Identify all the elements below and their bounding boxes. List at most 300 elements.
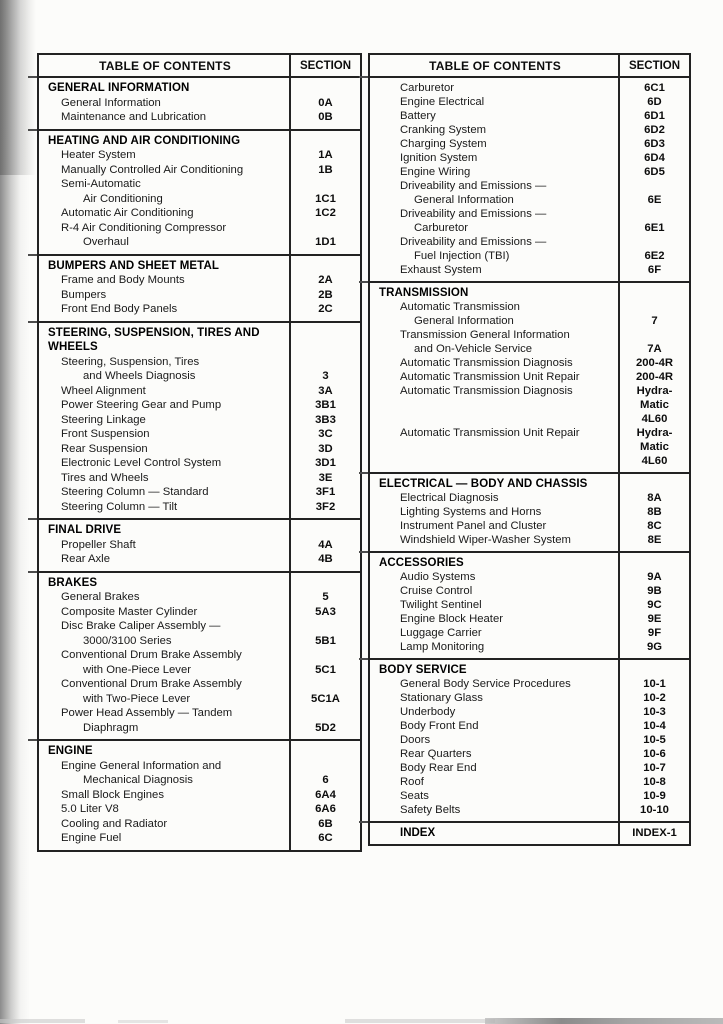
toc-entry-label	[39, 788, 291, 803]
scan-artifact	[345, 1019, 495, 1023]
toc-entry-code	[620, 314, 689, 328]
toc-entry-line: Windshield Wiper-Washer System	[400, 534, 571, 546]
toc-entry	[370, 109, 689, 123]
section-code-line: 3D1	[315, 457, 336, 469]
toc-entry-label	[39, 706, 291, 735]
toc-entry	[370, 426, 689, 468]
toc-body-right	[370, 78, 689, 844]
toc-entry-line: Automatic Air Conditioning	[61, 207, 194, 219]
section-code-line: 6	[322, 774, 329, 786]
toc-entry-code	[620, 151, 689, 165]
toc-entry-line: General Information	[414, 315, 514, 327]
toc-entry-code	[291, 802, 360, 817]
toc-entry-label	[370, 165, 620, 179]
section-code-line: 200-4R	[635, 371, 674, 383]
toc-entry	[370, 691, 689, 705]
toc-entry-line: Steering Column — Tilt	[61, 500, 178, 513]
toc-entry	[370, 165, 689, 179]
toc-entry	[370, 384, 689, 426]
toc-entry	[39, 677, 360, 706]
section-code-line: 3F2	[315, 500, 336, 513]
toc-entry-code	[620, 342, 689, 356]
toc-entry-line: Steering Column — Standard	[61, 486, 209, 498]
scan-artifact	[485, 1018, 723, 1024]
toc-entry-code	[291, 538, 360, 553]
section-code-line: 9C	[647, 599, 662, 611]
toc-entry-code	[291, 831, 360, 846]
toc-entry-line: Small Block Engines	[61, 788, 164, 801]
toc-entry-label	[39, 802, 291, 817]
toc-entry-line: Engine Electrical	[400, 96, 485, 108]
toc-entry-label	[370, 705, 620, 719]
toc-entry-label	[370, 719, 620, 733]
toc-entry-code	[291, 485, 360, 500]
toc-entry-line: General Body Service Procedures	[400, 678, 571, 690]
toc-section	[39, 129, 360, 254]
toc-entry-label	[370, 491, 620, 505]
toc-entry	[370, 123, 689, 137]
toc-entry	[370, 328, 689, 356]
section-code-line: 3B1	[315, 399, 336, 411]
toc-entry-line: Mechanical Diagnosis	[83, 774, 193, 786]
toc-entry-label	[370, 505, 620, 519]
toc-entry	[39, 398, 360, 413]
section-code-line: 9A	[647, 571, 662, 583]
toc-section-heading: BODY SERVICE	[379, 664, 467, 676]
toc-entry	[370, 370, 689, 384]
toc-entry	[39, 706, 360, 735]
toc-entry-line: Manually Controlled Air Conditioning	[61, 163, 244, 176]
section-code-line: 4L60	[641, 455, 668, 467]
toc-entry	[39, 817, 360, 832]
toc-entry-label	[39, 221, 291, 250]
toc-entry-line: Driveability and Emissions —	[400, 208, 547, 220]
toc-entry	[39, 648, 360, 677]
toc-section-heading: WHEELS	[48, 341, 98, 353]
toc-section-heading: HEATING AND AIR CONDITIONING	[48, 134, 241, 147]
scan-artifact	[0, 1019, 85, 1023]
toc-entry-code	[620, 691, 689, 705]
toc-entry	[39, 759, 360, 788]
toc-entry-label	[370, 640, 620, 654]
toc-entry-line: Cruise Control	[400, 585, 473, 597]
toc-entry-line: Automatic Transmission Unit Repair	[400, 427, 580, 439]
toc-entry	[39, 110, 360, 125]
toc-entry-label	[370, 384, 620, 398]
toc-entry-label	[370, 370, 620, 384]
toc-entry-code	[620, 761, 689, 775]
toc-entry	[370, 519, 689, 533]
toc-entry-code	[620, 677, 689, 691]
section-code-line: 10-5	[643, 734, 666, 746]
toc-header	[370, 55, 689, 78]
toc-entry-line: Lighting Systems and Horns	[400, 506, 542, 518]
toc-entry-label	[39, 96, 291, 111]
toc-entry-code	[291, 206, 360, 221]
toc-entry-line: Stationary Glass	[400, 692, 483, 704]
toc-entry-label	[39, 442, 291, 457]
toc-entry-label	[370, 747, 620, 761]
toc-entry	[39, 456, 360, 471]
toc-entry	[370, 584, 689, 598]
toc-entry	[39, 788, 360, 803]
toc-entry-line: Driveability and Emissions —	[400, 180, 547, 192]
toc-entry	[39, 413, 360, 428]
toc-entry-code	[620, 221, 689, 235]
toc-entry-code	[620, 370, 689, 384]
section-code-line: 10-10	[640, 804, 669, 816]
toc-entry	[370, 612, 689, 626]
toc-entry-label	[370, 179, 620, 207]
section-code-line: 10-8	[643, 776, 666, 788]
toc-entry-code	[291, 773, 360, 788]
toc-entry	[370, 235, 689, 263]
toc-index-code	[620, 826, 689, 840]
section-code-line: 6C	[318, 832, 333, 844]
toc-entry-label	[370, 300, 620, 328]
toc-entry-line: Electronic Level Control System	[61, 457, 222, 469]
toc-entry-line: 5.0 Liter V8	[61, 803, 119, 815]
toc-entry-line: Maintenance and Lubrication	[61, 111, 207, 123]
section-code-line: 4B	[318, 553, 333, 565]
toc-entry	[370, 705, 689, 719]
toc-entry-line: Disc Brake Caliper Assembly —	[61, 620, 221, 632]
toc-entry-line: Semi-Automatic	[61, 178, 141, 190]
toc-entry-code	[291, 471, 360, 486]
toc-entry	[370, 747, 689, 761]
section-code-line: Matic	[640, 441, 669, 453]
section-code-line: 6D5	[644, 166, 665, 178]
toc-entry-label	[39, 398, 291, 413]
toc-entry-label	[370, 533, 620, 547]
toc-entry-label	[39, 177, 291, 206]
toc-entry-label	[39, 485, 291, 500]
toc-entry-label	[39, 831, 291, 846]
toc-entry	[39, 442, 360, 457]
toc-entry-label	[370, 137, 620, 151]
toc-entry-label	[370, 803, 620, 817]
toc-entry-code	[291, 384, 360, 399]
section-code-line: 9G	[646, 641, 663, 653]
toc-index-row	[370, 826, 689, 840]
toc-entry-line: Underbody	[400, 706, 456, 718]
toc-entry-code	[291, 110, 360, 125]
toc-section	[39, 739, 360, 850]
toc-entry-code	[291, 721, 360, 736]
toc-entry-code	[620, 81, 689, 95]
toc-entry-label	[370, 584, 620, 598]
toc-entry	[370, 598, 689, 612]
toc-entry-line: Tires and Wheels	[61, 471, 149, 484]
toc-section	[370, 551, 689, 658]
section-code-line: 4A	[318, 538, 333, 551]
section-code-line: 9F	[647, 627, 662, 639]
toc-entry	[39, 273, 360, 288]
toc-entry-code	[291, 634, 360, 649]
toc-entry-label	[39, 590, 291, 605]
toc-entry-label	[39, 759, 291, 788]
toc-entry-line: Cranking System	[400, 124, 487, 136]
toc-section-heading: ELECTRICAL — BODY AND CHASSIS	[379, 478, 588, 490]
toc-entry-label	[39, 163, 291, 178]
toc-entry-line: Ignition System	[400, 152, 478, 164]
section-code-line: 1C1	[315, 192, 336, 205]
toc-entry-line: Automatic Transmission Unit Repair	[400, 371, 580, 383]
toc-entry-code	[620, 719, 689, 733]
toc-entry	[370, 803, 689, 817]
toc-entry-line: Driveability and Emissions —	[400, 236, 547, 248]
section-code-line: 5A3	[315, 605, 336, 618]
toc-section-heading: STEERING, SUSPENSION, TIRES AND	[48, 326, 260, 339]
section-code-line: 3	[322, 370, 329, 382]
toc-entry-label	[370, 81, 620, 95]
toc-entry-code	[620, 570, 689, 584]
toc-entry-line: Front End Body Panels	[61, 303, 178, 315]
section-code-line: INDEX-1	[632, 827, 677, 839]
section-code-line: 8C	[647, 520, 662, 532]
toc-entry-code	[291, 273, 360, 288]
toc-entry-code	[620, 505, 689, 519]
toc-body-left	[39, 78, 360, 850]
toc-entry-line: Air Conditioning	[83, 192, 163, 205]
toc-entry-code	[291, 442, 360, 457]
toc-table-left	[37, 53, 362, 852]
toc-entry-line: and Wheels Diagnosis	[83, 370, 196, 382]
toc-entry-line: Twilight Sentinel	[400, 599, 482, 611]
toc-entry-label	[370, 570, 620, 584]
toc-entry-code	[620, 733, 689, 747]
toc-entry-line: Power Head Assembly — Tandem	[61, 707, 233, 719]
toc-entry-line: General Information	[61, 96, 161, 109]
section-code-line: 6B	[318, 817, 333, 830]
toc-entry-line: Lamp Monitoring	[400, 641, 485, 653]
section-code-line: 4L60	[641, 413, 668, 425]
section-code-line: 1A	[318, 149, 333, 161]
section-code-line: 6C1	[644, 82, 665, 94]
toc-entry-label	[39, 273, 291, 288]
toc-entry-code	[291, 692, 360, 707]
toc-entry-code	[620, 137, 689, 151]
toc-entry-line: Exhaust System	[400, 264, 482, 276]
toc-entry-label	[370, 263, 620, 277]
toc-section	[39, 78, 360, 129]
section-code-line: 7A	[647, 343, 662, 355]
toc-entry-code	[291, 552, 360, 567]
toc-entry-code	[620, 626, 689, 640]
toc-entry	[370, 533, 689, 547]
toc-entry	[370, 761, 689, 775]
toc-section	[39, 571, 360, 740]
section-code-line: 3C	[318, 428, 333, 440]
toc-entry-line: Engine Fuel	[61, 832, 122, 844]
section-code-line: 200-4R	[635, 357, 674, 369]
toc-entry-code	[620, 612, 689, 626]
toc-entry	[39, 427, 360, 442]
toc-entry-label	[39, 538, 291, 553]
section-code-line: 10-1	[643, 678, 666, 690]
toc-entry-code	[291, 788, 360, 803]
toc-entry-line: Diaphragm	[83, 721, 139, 734]
section-code-line: 3D	[318, 442, 333, 455]
section-code-line: 1D1	[315, 236, 336, 248]
toc-entry-line: Automatic Transmission Diagnosis	[400, 385, 573, 397]
toc-entry-code	[291, 663, 360, 678]
toc-entry-code	[620, 640, 689, 654]
toc-entry	[39, 302, 360, 317]
toc-entry-label	[39, 552, 291, 567]
toc-header	[39, 55, 360, 78]
toc-entry-label	[370, 612, 620, 626]
toc-entry-code	[620, 803, 689, 817]
toc-entry-label	[370, 151, 620, 165]
toc-entry	[39, 355, 360, 384]
toc-entry-code	[291, 817, 360, 832]
toc-entry-code	[291, 500, 360, 515]
toc-entry-code	[620, 263, 689, 277]
toc-entry-line: Steering, Suspension, Tires	[61, 355, 200, 368]
toc-entry-code	[620, 109, 689, 123]
toc-entry-label	[39, 427, 291, 442]
toc-entry-line: Cooling and Radiator	[61, 817, 168, 830]
toc-entry-line: Conventional Drum Brake Assembly	[61, 678, 242, 690]
section-code-line: 6D2	[644, 124, 665, 136]
toc-entry-code	[620, 356, 689, 370]
toc-section-heading: FINAL DRIVE	[48, 524, 122, 536]
toc-entry-line: Seats	[400, 790, 429, 802]
toc-entry	[370, 733, 689, 747]
section-code-line: Matic	[640, 399, 669, 411]
toc-entry-line: Instrument Panel and Cluster	[400, 520, 547, 532]
toc-entry	[39, 148, 360, 163]
toc-header-title: TABLE OF CONTENTS	[429, 58, 561, 73]
toc-section	[370, 78, 689, 281]
toc-section	[39, 254, 360, 321]
section-code-line: 10-3	[643, 706, 666, 718]
toc-entry-code	[620, 747, 689, 761]
toc-entry	[370, 207, 689, 235]
scan-artifact	[118, 1020, 168, 1023]
toc-entry-code	[620, 193, 689, 207]
toc-entry-label	[370, 356, 620, 370]
toc-entry	[39, 288, 360, 303]
toc-entry	[39, 485, 360, 500]
section-code-line: 8A	[647, 492, 662, 504]
section-code-line: 3A	[318, 384, 333, 397]
section-code-line: 5D2	[315, 721, 336, 734]
toc-entry-label	[370, 789, 620, 803]
toc-entry-line: Steering Linkage	[61, 413, 146, 426]
section-code-line: 8B	[647, 506, 662, 518]
toc-entry	[370, 626, 689, 640]
toc-entry	[370, 505, 689, 519]
section-code-line: 8E	[647, 534, 662, 546]
toc-section	[370, 281, 689, 472]
toc-entry	[39, 163, 360, 178]
toc-entry	[370, 356, 689, 370]
toc-entry	[39, 590, 360, 605]
toc-section	[370, 658, 689, 821]
toc-entry-line: Frame and Body Mounts	[61, 274, 185, 286]
toc-entry-line: Transmission General Information	[400, 329, 570, 341]
toc-section	[370, 821, 689, 844]
toc-entry-label	[39, 302, 291, 317]
toc-entry	[39, 552, 360, 567]
toc-entry-code	[291, 163, 360, 178]
toc-entry-line: R-4 Air Conditioning Compressor	[61, 221, 227, 234]
toc-entry-code	[620, 598, 689, 612]
toc-entry-line: Power Steering Gear and Pump	[61, 399, 222, 411]
section-code-line: 6F	[647, 264, 662, 276]
toc-entry-line: Body Front End	[400, 720, 479, 732]
section-code-line: 10-2	[643, 692, 666, 704]
toc-entry-code	[291, 148, 360, 163]
toc-entry-code	[291, 456, 360, 471]
toc-header-section-label: SECTION	[299, 59, 352, 72]
toc-entry-label	[370, 598, 620, 612]
toc-entry-label	[370, 95, 620, 109]
toc-entry-line: Wheel Alignment	[61, 384, 146, 397]
toc-entry-line: Engine Block Heater	[400, 613, 503, 625]
toc-entry-code	[291, 413, 360, 428]
toc-entry-line: 3000/3100 Series	[83, 634, 172, 647]
section-code-line: 6E	[647, 194, 662, 206]
toc-entry-code	[291, 235, 360, 250]
toc-entry-line: Engine Wiring	[400, 166, 471, 178]
toc-entry-line: Automatic Transmission Diagnosis	[400, 357, 573, 369]
toc-entry-label	[370, 733, 620, 747]
toc-entry-line: Rear Quarters	[400, 748, 472, 760]
toc-entry-label	[39, 817, 291, 832]
toc-entry-line: General Brakes	[61, 591, 140, 603]
section-code-line: 5B1	[315, 634, 336, 647]
toc-entry-code	[291, 398, 360, 413]
toc-section-heading: TRANSMISSION	[379, 287, 469, 299]
toc-entry-label	[370, 426, 620, 440]
toc-entry-line: Overhaul	[83, 236, 129, 248]
toc-entry-line: Carburetor	[400, 82, 454, 94]
toc-entry-line: Rear Axle	[61, 553, 110, 565]
toc-entry-line: Roof	[400, 776, 424, 788]
toc-header-section-label: SECTION	[628, 59, 681, 72]
section-code-line: 9E	[647, 613, 662, 625]
toc-entry	[370, 775, 689, 789]
section-code-line: 10-7	[643, 762, 666, 774]
toc-entry-line: Charging System	[400, 138, 487, 150]
section-code-line: 3E	[318, 471, 333, 484]
section-code-line: 3B3	[315, 413, 336, 426]
section-code-line: 10-9	[643, 790, 666, 802]
toc-entry	[370, 151, 689, 165]
toc-entry-line: Automatic Transmission	[400, 301, 520, 313]
toc-entry-line: General Information	[414, 194, 514, 206]
toc-entry	[39, 831, 360, 846]
toc-entry-label	[370, 691, 620, 705]
toc-entry	[370, 677, 689, 691]
toc-entry	[370, 300, 689, 328]
toc-entry-code	[620, 519, 689, 533]
toc-entry-line: Heater System	[61, 149, 136, 161]
toc-entry	[370, 789, 689, 803]
toc-entry-label	[39, 384, 291, 399]
toc-entry-code	[291, 590, 360, 605]
toc-entry-code	[620, 491, 689, 505]
toc-entry-line: Luggage Carrier	[400, 627, 482, 639]
toc-entry-label	[39, 648, 291, 677]
toc-entry-code	[291, 302, 360, 317]
section-code-line: 6D3	[644, 138, 665, 150]
toc-header-title: TABLE OF CONTENTS	[99, 58, 231, 73]
toc-entry	[39, 538, 360, 553]
